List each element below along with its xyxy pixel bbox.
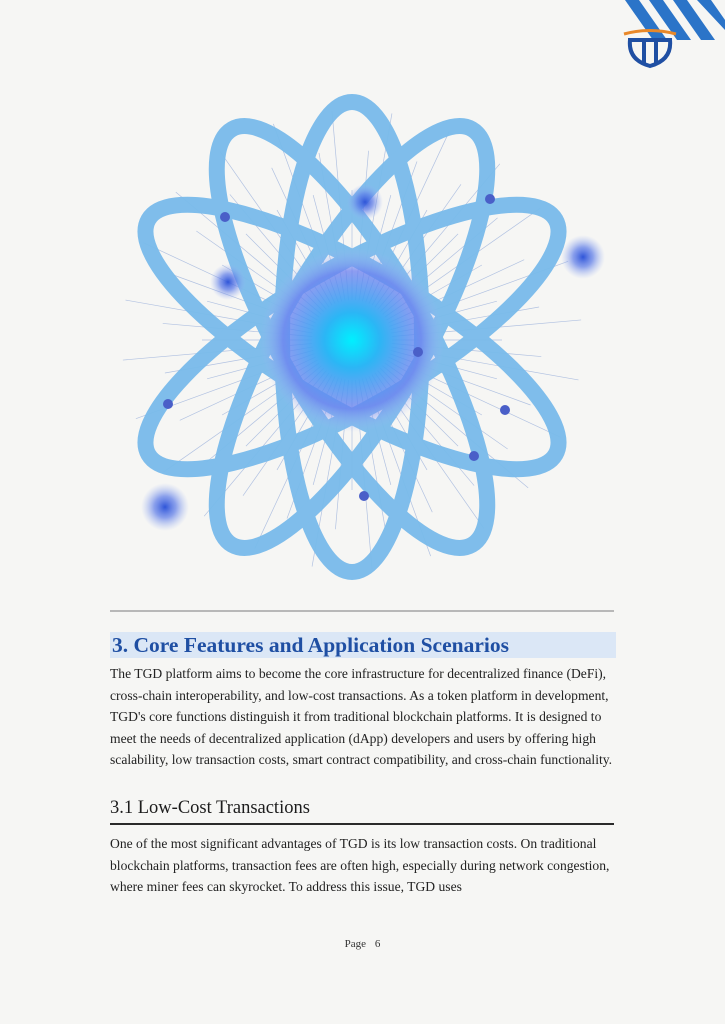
section-title: 3. Core Features and Application Scenarios [110,632,616,658]
particle-dot [413,347,423,357]
particle-dot [500,405,510,415]
glow-node [141,483,189,531]
particle-dot [359,491,369,501]
page-label: Page [344,938,367,950]
core-glow [260,248,444,432]
tgd-logo-icon [620,26,680,70]
glow-node [210,264,246,300]
glow-node [561,235,605,279]
subsection-title: 3.1 Low-Cost Transactions [110,796,614,825]
page-number [0,938,725,950]
page-number-value: 6 [374,938,381,950]
atom-network-illustration [100,82,620,594]
particle-dot [220,212,230,222]
section-divider [110,610,614,612]
particle-dot [163,399,173,409]
particle-dot [485,194,495,204]
section-paragraph: The TGD platform aims to become the core infrastructure for decentralized finance (DeFi), cross-chain interoperability, and low-cost transactions. As a token platform in development, TGD's core functions distinguish it from traditional blockchain platforms. It is designed to meet the needs of decentralized application (dApp) developers and users by offering high scalability, low transaction costs, smart contract compatibility, and cross-chain functionality. [110,666,613,767]
subsection-paragraph: One of the most significant advantages of TGD is its low transaction costs. On traditional blockchain platforms, transaction fees are often high, especially during network congestion, where miner fees can skyrocket. To address this issue, TGD uses [110,836,610,894]
particle-dot [469,451,479,461]
glow-node [347,184,383,220]
